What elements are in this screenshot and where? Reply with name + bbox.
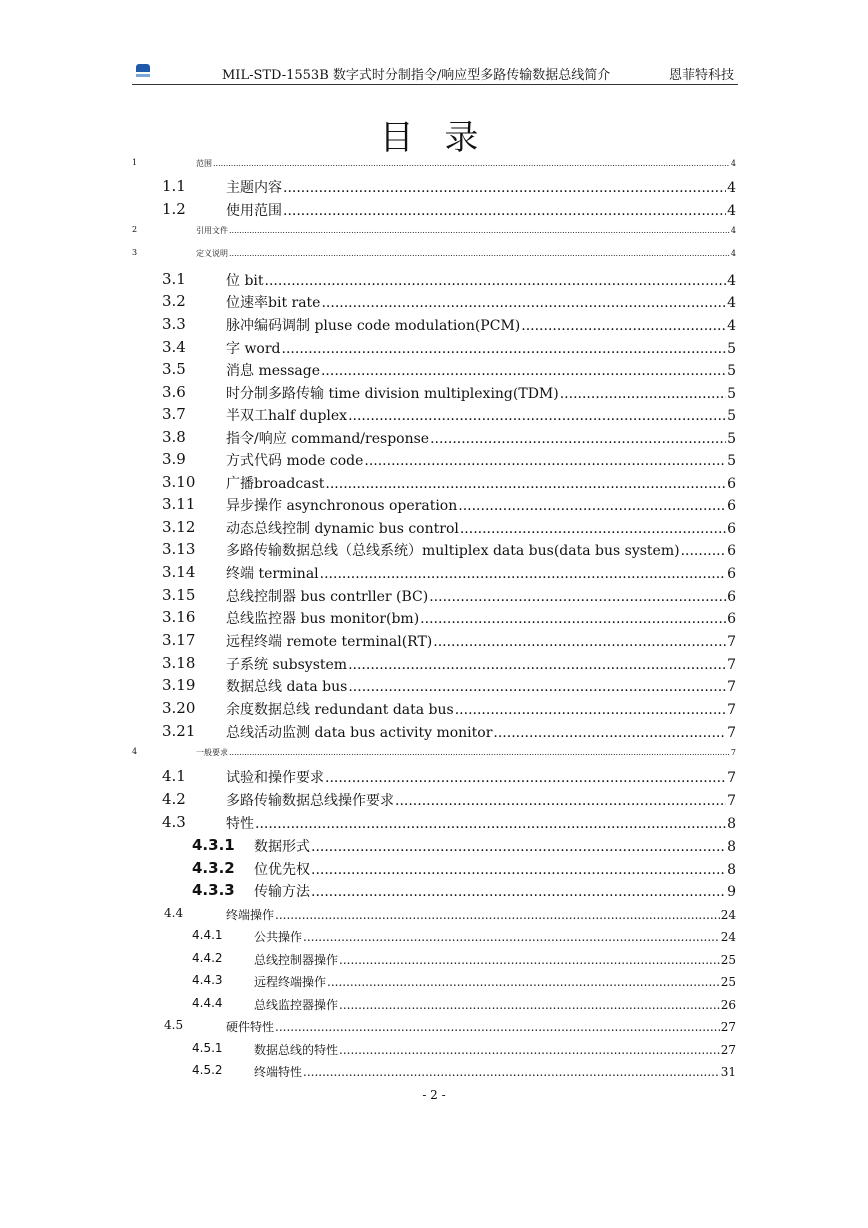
toc-entry-number: 3.20	[162, 699, 196, 717]
toc-leader-dots	[303, 930, 720, 944]
toc-entry-number: 4.4.1	[192, 928, 223, 942]
toc-entry-page: 8	[727, 862, 736, 878]
toc-entry-page: 6	[727, 476, 736, 492]
toc-entry-number: 3.6	[162, 383, 186, 401]
toc-entry-page: 7	[727, 793, 736, 809]
toc-entry-label: 终端操作	[226, 908, 275, 922]
toc-entry-label: 指令/响应 command/response	[226, 431, 430, 447]
toc-entry-page: 4	[727, 273, 736, 289]
toc-entry-label: 总线活动监测 data bus activity monitor	[226, 725, 493, 741]
page-header	[132, 58, 738, 85]
toc-leader-dots	[311, 862, 726, 878]
toc-entry[interactable]	[0, 928, 868, 950]
toc-entry-number: 3.13	[162, 540, 196, 558]
toc-entry-label: 位 bit	[226, 273, 264, 289]
toc-entry-label: 广播broadcast	[226, 476, 325, 492]
toc-entry-page: 7	[727, 770, 736, 786]
toc-leader-dots	[321, 363, 726, 379]
toc-entry-page: 9	[727, 884, 736, 900]
toc-leader-dots	[229, 226, 730, 235]
toc-entry[interactable]	[0, 586, 868, 608]
toc-entry[interactable]	[0, 813, 868, 835]
toc-entry-label: 余度数据总线 redundant data bus	[226, 702, 454, 718]
toc-entry-page: 8	[727, 816, 736, 832]
toc-entry-page: 6	[727, 566, 736, 582]
toc-entry-label: 终端特性	[254, 1065, 303, 1079]
toc-entry-number: 3.3	[162, 315, 186, 333]
toc-entry-number: 4.4.2	[192, 951, 223, 965]
toc-entry-page: 4	[730, 226, 736, 235]
toc-leader-dots	[321, 295, 726, 311]
toc-entry-label: 位优先权	[254, 862, 310, 878]
toc-entry[interactable]	[0, 177, 868, 199]
toc-leader-dots	[395, 793, 726, 809]
toc-entry-label: 半双工half duplex	[226, 408, 348, 424]
toc-entry-label: 特性	[226, 816, 254, 832]
toc-leader-dots	[339, 953, 720, 967]
toc-leader-dots	[265, 273, 727, 289]
toc-entry[interactable]	[0, 631, 868, 653]
toc-entry-number: 4.1	[162, 767, 186, 785]
toc-entry[interactable]	[0, 292, 868, 314]
toc-entry-label: 多路传输数据总线（总线系统）multiplex data bus(data bus system)	[226, 543, 680, 559]
toc-entry[interactable]	[0, 722, 868, 744]
toc-entry-page: 4	[730, 159, 736, 168]
toc-entry[interactable]	[0, 747, 868, 769]
toc-entry-page: 4	[727, 180, 736, 196]
toc-entry-page: 8	[727, 839, 736, 855]
toc-entry[interactable]	[0, 563, 868, 585]
toc-entry-number: 1.2	[162, 200, 186, 218]
toc-entry-number: 3.12	[162, 518, 196, 536]
toc-leader-dots	[275, 908, 720, 922]
toc-entry-label: 时分制多路传输 time division multiplexing(TDM)	[226, 386, 559, 402]
toc-leader-dots	[521, 318, 726, 334]
toc-entry-page: 24	[720, 908, 736, 922]
toc-entry-number: 4	[132, 747, 138, 756]
toc-entry-label: 位速率bit rate	[226, 295, 321, 311]
toc-entry[interactable]	[0, 270, 868, 292]
toc-entry-label: 引用文件	[196, 226, 228, 235]
toc-leader-dots	[681, 543, 727, 559]
toc-entry[interactable]	[0, 608, 868, 630]
toc-entry[interactable]	[0, 360, 868, 382]
toc-leader-dots	[320, 566, 726, 582]
toc-leader-dots	[283, 203, 726, 219]
toc-entry-number: 3.8	[162, 428, 186, 446]
toc-entry-page: 4	[727, 295, 736, 311]
toc-entry-number: 3.11	[162, 495, 196, 513]
toc-entry-number: 3.10	[162, 473, 196, 491]
toc-leader-dots	[460, 521, 726, 537]
toc-leader-dots	[348, 408, 726, 424]
toc-entry[interactable]	[0, 676, 868, 698]
page-number: - 2 -	[422, 1088, 446, 1102]
toc-entry-page: 7	[727, 634, 736, 650]
toc-entry[interactable]	[0, 383, 868, 405]
toc-entry-number: 3.19	[162, 676, 196, 694]
toc-leader-dots	[339, 1043, 720, 1057]
toc-entry-number: 3.17	[162, 631, 196, 649]
toc-entry-number: 4.5.2	[192, 1063, 223, 1077]
toc-entry[interactable]	[0, 450, 868, 472]
toc-entry-page: 25	[720, 953, 736, 967]
toc-entry[interactable]	[0, 338, 868, 360]
toc-entry[interactable]	[0, 405, 868, 427]
toc-entry[interactable]	[0, 859, 868, 881]
toc-entry-label: 总线控制器操作	[254, 953, 339, 967]
toc-leader-dots	[493, 725, 726, 741]
toc-entry-label: 多路传输数据总线操作要求	[226, 793, 394, 809]
toc-entry[interactable]	[0, 518, 868, 540]
toc-leader-dots	[311, 884, 726, 900]
toc-entry[interactable]	[0, 881, 868, 903]
toc-entry-number: 4.5	[164, 1018, 184, 1032]
toc-leader-dots	[283, 180, 726, 196]
toc-entry-page: 27	[720, 1043, 736, 1057]
toc-entry-label: 试验和操作要求	[226, 770, 324, 786]
toc-entry-label: 消息 message	[226, 363, 320, 379]
header-title: MIL-STD-1553B 数字式时分制指令/响应型多路传输数据总线简介	[222, 68, 611, 83]
toc-entry-page: 6	[727, 589, 736, 605]
toc-leader-dots	[433, 634, 726, 650]
toc-entry-label: 硬件特性	[226, 1020, 275, 1034]
toc-entry[interactable]	[0, 315, 868, 337]
toc-entry-label: 主题内容	[226, 180, 282, 196]
toc-entry-number: 4.4.4	[192, 996, 223, 1010]
document-title: 目 录	[379, 118, 489, 158]
toc-entry-page: 25	[720, 975, 736, 989]
toc-leader-dots	[325, 476, 726, 492]
toc-entry[interactable]	[0, 790, 868, 812]
toc-entry[interactable]	[0, 836, 868, 858]
toc-leader-dots	[560, 386, 726, 402]
toc-entry-number: 1	[132, 158, 138, 167]
toc-entry-label: 范围	[196, 159, 212, 168]
toc-entry-page: 5	[727, 408, 736, 424]
toc-entry-page: 7	[727, 679, 736, 695]
toc-entry[interactable]	[0, 200, 868, 222]
toc-entry-page: 7	[727, 702, 736, 718]
toc-entry-page: 7	[727, 657, 736, 673]
toc-entry-label: 总线控制器 bus contrller (BC)	[226, 589, 429, 605]
company-logo-icon	[136, 64, 150, 80]
toc-entry-number: 4.4.3	[192, 973, 223, 987]
toc-entry-label: 数据形式	[254, 839, 310, 855]
toc-entry[interactable]	[0, 1063, 868, 1085]
toc-entry-page: 27	[720, 1020, 736, 1034]
toc-entry-label: 定义说明	[196, 249, 228, 258]
toc-entry-label: 远程终端操作	[254, 975, 327, 989]
toc-entry-page: 5	[727, 363, 736, 379]
toc-entry[interactable]	[0, 473, 868, 495]
toc-entry-page: 26	[720, 998, 736, 1012]
toc-entry[interactable]	[0, 699, 868, 721]
toc-entry-number: 4.4	[164, 906, 184, 920]
toc-entry-number: 1.1	[162, 177, 186, 195]
toc-entry[interactable]	[0, 996, 868, 1018]
toc-leader-dots	[420, 611, 726, 627]
toc-leader-dots	[430, 431, 726, 447]
header-company: 恩菲特科技	[668, 68, 734, 83]
toc-entry[interactable]	[0, 654, 868, 676]
toc-entry-page: 4	[727, 318, 736, 334]
toc-entry-label: 终端 terminal	[226, 566, 319, 582]
toc-entry[interactable]	[0, 973, 868, 995]
toc-entry-number: 4.3.2	[192, 859, 235, 877]
toc-entry-page: 6	[727, 543, 736, 559]
toc-entry[interactable]	[0, 225, 868, 247]
toc-leader-dots	[458, 498, 726, 514]
toc-leader-dots	[327, 975, 720, 989]
toc-entry-number: 3.9	[162, 450, 186, 468]
toc-entry[interactable]	[0, 540, 868, 562]
toc-entry-page: 6	[727, 521, 736, 537]
toc-entry-page: 4	[727, 203, 736, 219]
toc-entry-label: 异步操作 asynchronous operation	[226, 498, 458, 514]
toc-entry-number: 4.5.1	[192, 1041, 223, 1055]
toc-entry-page: 7	[727, 725, 736, 741]
toc-leader-dots	[303, 1065, 720, 1079]
toc-entry-number: 3	[132, 248, 138, 257]
toc-entry[interactable]	[0, 1018, 868, 1040]
toc-leader-dots	[348, 657, 726, 673]
toc-entry-page: 6	[727, 611, 736, 627]
toc-entry-page: 5	[727, 341, 736, 357]
toc-entry[interactable]	[0, 495, 868, 517]
toc-leader-dots	[348, 679, 726, 695]
toc-entry-label: 传输方法	[254, 884, 310, 900]
toc-leader-dots	[325, 770, 726, 786]
toc-leader-dots	[455, 702, 726, 718]
toc-leader-dots	[213, 159, 730, 168]
toc-entry-number: 3.21	[162, 722, 196, 740]
toc-entry[interactable]	[0, 906, 868, 928]
toc-leader-dots	[275, 1020, 720, 1034]
toc-entry-number: 3.4	[162, 338, 186, 356]
toc-entry-number: 3.18	[162, 654, 196, 672]
toc-leader-dots	[229, 748, 730, 757]
toc-entry[interactable]	[0, 248, 868, 270]
toc-entry-number: 3.15	[162, 586, 196, 604]
toc-entry-page: 5	[727, 386, 736, 402]
toc-leader-dots	[311, 839, 726, 855]
toc-entry-label: 数据总线 data bus	[226, 679, 348, 695]
toc-entry-label: 公共操作	[254, 930, 303, 944]
toc-entry-number: 4.3.3	[192, 881, 235, 899]
toc-entry[interactable]	[0, 1041, 868, 1063]
toc-entry-page: 6	[727, 498, 736, 514]
toc-entry-number: 4.3.1	[192, 836, 235, 854]
toc-entry-label: 数据总线的特性	[254, 1043, 339, 1057]
toc-entry-label: 方式代码 mode code	[226, 453, 364, 469]
toc-entry-page: 7	[730, 748, 736, 757]
toc-entry[interactable]	[0, 951, 868, 973]
toc-entry-label: 一般要求	[196, 748, 228, 757]
toc-entry-number: 4.2	[162, 790, 186, 808]
toc-entry-page: 5	[727, 431, 736, 447]
toc-leader-dots	[429, 589, 726, 605]
toc-entry-label: 脉冲编码调制 pluse code modulation(PCM)	[226, 318, 521, 334]
toc-entry-label: 总线监控器 bus monitor(bm)	[226, 611, 420, 627]
toc-entry-page: 4	[730, 249, 736, 258]
toc-entry-number: 3.5	[162, 360, 186, 378]
toc-leader-dots	[282, 341, 727, 357]
toc-leader-dots	[255, 816, 726, 832]
toc-entry-number: 3.16	[162, 608, 196, 626]
toc-entry-number: 4.3	[162, 813, 186, 831]
toc-entry-label: 远程终端 remote terminal(RT)	[226, 634, 433, 650]
toc-entry-label: 动态总线控制 dynamic bus control	[226, 521, 459, 537]
toc-leader-dots	[339, 998, 720, 1012]
toc-entry-page: 5	[727, 453, 736, 469]
toc-entry-number: 3.14	[162, 563, 196, 581]
toc-leader-dots	[364, 453, 726, 469]
toc-entry-page: 31	[720, 1065, 736, 1079]
toc-entry[interactable]	[0, 767, 868, 789]
toc-entry-label: 子系统 subsystem	[226, 657, 348, 673]
toc-entry-label: 使用范围	[226, 203, 282, 219]
toc-leader-dots	[229, 249, 730, 258]
toc-entry-number: 3.2	[162, 292, 186, 310]
toc-entry-page: 24	[720, 930, 736, 944]
toc-entry-number: 2	[132, 225, 138, 234]
toc-entry[interactable]	[0, 428, 868, 450]
toc-entry-number: 3.7	[162, 405, 186, 423]
toc-entry-number: 3.1	[162, 270, 186, 288]
toc-entry-label: 总线监控器操作	[254, 998, 339, 1012]
toc-entry-label: 字 word	[226, 341, 281, 357]
